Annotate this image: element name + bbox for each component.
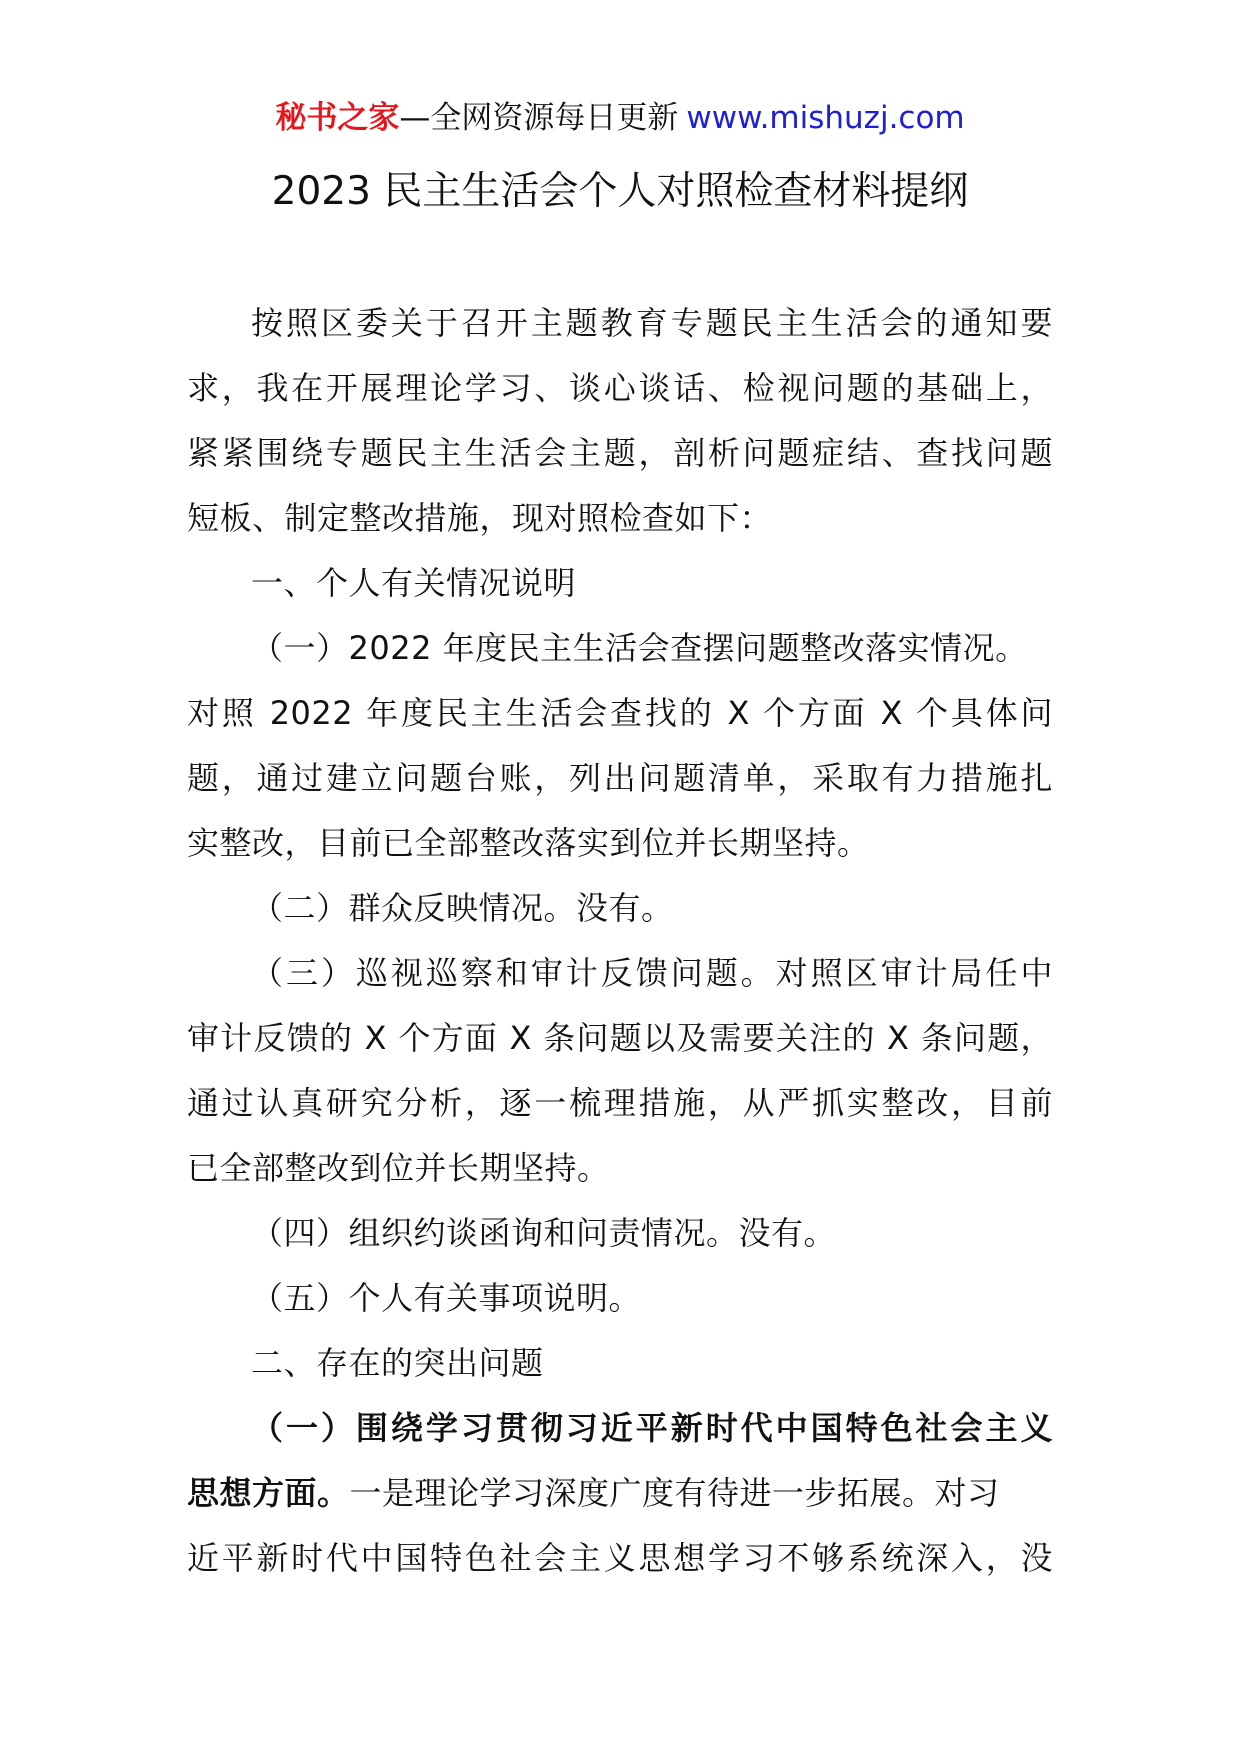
subsection-heading: （四）组织约谈函询和问责情况。没有。 [251, 1214, 837, 1252]
brand-name: 秘书之家 [275, 100, 400, 136]
site-url-link[interactable]: www.mishuzj.com [686, 100, 965, 136]
subsection-heading: （五）个人有关事项说明。 [251, 1279, 642, 1317]
paragraph-line: 紧紧围绕专题民主生活会主题，剖析问题症结、查找问题 [187, 434, 1053, 472]
document-body [187, 291, 1053, 1591]
paragraph-line: 对照 2022 年度民主生活会查找的 X 个方面 X 个具体问 [187, 694, 1053, 732]
paragraph-line: 题，通过建立问题台账，列出问题清单，采取有力措施扎 [187, 759, 1053, 797]
header-slogan: —全网资源每日更新 [399, 100, 679, 136]
bold-subsection-heading: （一）围绕学习贯彻习近平新时代中国特色社会主义 [251, 1409, 1053, 1447]
paragraph-line: 通过认真研究分析，逐一梳理措施，从严抓实整改，目前 [187, 1084, 1053, 1122]
subsection-heading: （三）巡视巡察和审计反馈问题。对照区审计局任中 [251, 954, 1053, 992]
paragraph-line: 短板、制定整改措施，现对照检查如下： [187, 499, 773, 537]
site-header [0, 98, 1240, 138]
section-heading: 二、存在的突出问题 [251, 1344, 544, 1382]
paragraph-text: 一是理论学习深度广度有待进一步拓展。对习 [349, 1474, 1000, 1512]
paragraph-line: 审计反馈的 X 个方面 X 条问题以及需要关注的 X 条问题， [187, 1019, 1053, 1057]
subsection-heading: （一）2022 年度民主生活会查摆问题整改落实情况。 [251, 629, 1028, 667]
paragraph-line: 按照区委关于召开主题教育专题民主生活会的通知要 [251, 304, 1053, 342]
paragraph-line: 求，我在开展理论学习、谈心谈话、检视问题的基础上， [187, 369, 1053, 407]
paragraph-line: 近平新时代中国特色社会主义思想学习不够系统深入，没 [187, 1539, 1053, 1577]
subsection-heading: （二）群众反映情况。没有。 [251, 889, 674, 927]
bold-heading-tail: 思想方面。 [187, 1474, 350, 1512]
paragraph-line [187, 1461, 1053, 1526]
paragraph-line: 已全部整改到位并长期坚持。 [187, 1149, 610, 1187]
section-heading: 一、个人有关情况说明 [251, 564, 577, 602]
paragraph-line: 实整改，目前已全部整改落实到位并长期坚持。 [187, 824, 870, 862]
document-title: 2023 民主生活会个人对照检查材料提纲 [271, 169, 969, 214]
